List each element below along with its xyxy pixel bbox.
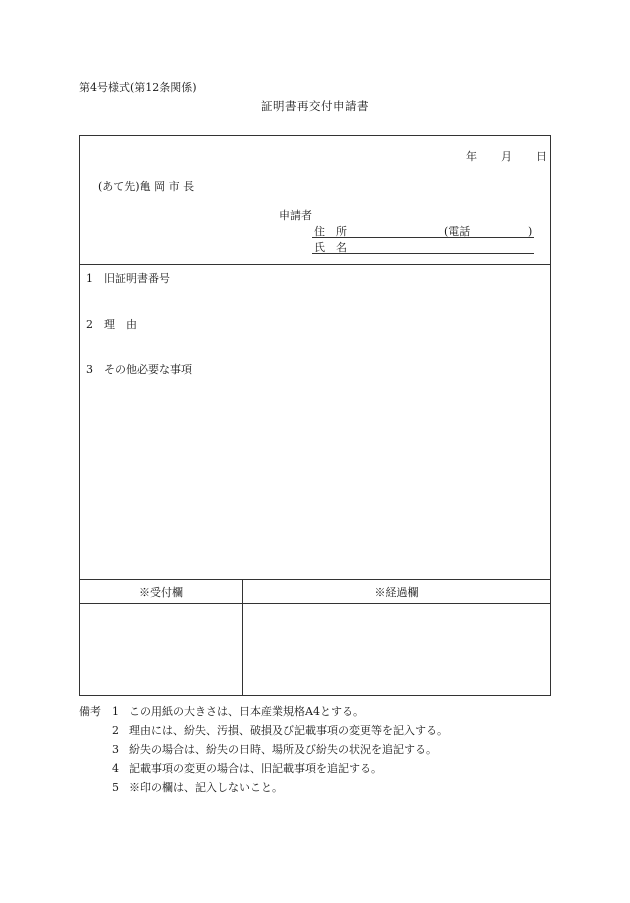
- form-number-label: 第4号様式(第12条関係): [79, 81, 197, 94]
- progress-field: [243, 604, 550, 695]
- remark-text: 紛失の場合は、紛失の日時、場所及び紛失の状況を追記する。: [129, 743, 437, 756]
- item-reason[interactable]: [86, 319, 137, 330]
- reception-field: [80, 604, 242, 695]
- remark-text: ※印の欄は、記入しないこと。: [129, 781, 283, 794]
- item-number: 2: [86, 318, 93, 331]
- document-title: 証明書再交付申請書: [261, 99, 369, 113]
- application-form: [79, 135, 551, 696]
- remark-number: 2: [112, 724, 119, 737]
- name-field[interactable]: [312, 253, 534, 254]
- date-day: 日: [536, 150, 547, 163]
- remark-number: 3: [112, 743, 119, 756]
- reception-column-header: ※受付欄: [139, 586, 183, 599]
- remark-text: 記載事項の変更の場合は、旧記載事項を追記する。: [129, 762, 382, 775]
- remark-number: 5: [112, 781, 119, 794]
- item-number: 1: [86, 272, 93, 285]
- phone-label: (電話: [444, 225, 471, 238]
- address-field[interactable]: [312, 237, 534, 238]
- remark-text: 理由には、紛失、汚損、破損及び記載事項の変更等を記入する。: [129, 724, 448, 737]
- remark-number: 1: [112, 705, 119, 718]
- remarks-label: 備考: [79, 705, 101, 718]
- remark-text: この用紙の大きさは、日本産業規格A4とする。: [129, 705, 364, 718]
- item-other-matters[interactable]: [86, 364, 192, 375]
- address-label: 住 所: [314, 225, 347, 238]
- remark-number: 4: [112, 762, 119, 775]
- phone-close-paren: ): [528, 225, 533, 238]
- item-label: 旧証明書番号: [104, 272, 170, 285]
- applicant-label: 申請者: [279, 209, 312, 222]
- date-month: 月: [501, 150, 512, 163]
- item-number: 3: [86, 363, 93, 376]
- item-label: 理 由: [104, 318, 137, 331]
- item-old-certificate-number[interactable]: [86, 273, 170, 284]
- item-label: その他必要な事項: [104, 363, 192, 376]
- addressee: (あて先)亀 岡 市 長: [98, 180, 195, 193]
- name-label: 氏 名: [314, 241, 347, 254]
- date-year: 年: [466, 150, 477, 163]
- office-section-divider: [80, 579, 550, 580]
- section-divider: [80, 264, 550, 265]
- progress-column-header: ※経過欄: [374, 586, 419, 599]
